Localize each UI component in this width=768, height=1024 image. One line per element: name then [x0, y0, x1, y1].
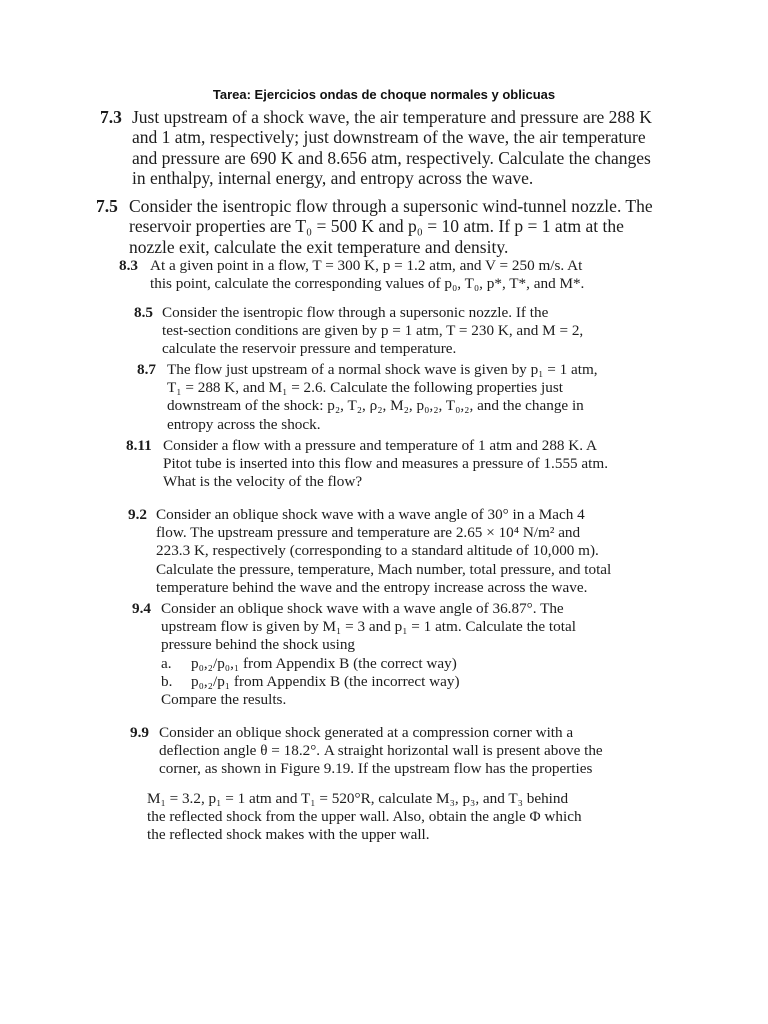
problem-line: Calculate the pressure, temperature, Mach number, total pressure, and total: [156, 560, 612, 578]
problem-number: 8.3: [119, 257, 138, 274]
problem-text: [129, 196, 653, 257]
problem-line: Consider a flow with a pressure and temperature of 1 atm and 288 K. A: [163, 437, 597, 454]
problem-line: Consider the isentropic flow through a supersonic nozzle. If the: [162, 304, 549, 321]
problem-number: 9.4: [132, 600, 151, 617]
problem-line: deflection angle θ = 18.2°. A straight horizontal wall is present above the: [159, 742, 603, 760]
problem-line: in enthalpy, internal energy, and entropy across the wave.: [132, 167, 534, 188]
problem-line: What is the velocity of the flow?: [163, 473, 363, 491]
problem-number: 7.5: [96, 196, 118, 216]
option-text: p₀,₂/p₁ from Appendix B (the incorrect way): [191, 672, 460, 690]
problem-text: [147, 790, 582, 845]
problem-line: Consider the isentropic flow through a supersonic wind-tunnel nozzle. The: [129, 196, 653, 216]
problem-line: Consider an oblique shock generated at a compression corner with a: [159, 724, 574, 741]
problem-line: upstream flow is given by M₁ = 3 and p₁ = 1 atm. Calculate the total: [161, 618, 576, 636]
problem-text: [167, 361, 598, 434]
problem-number: 9.2: [128, 506, 147, 523]
problem-text: [159, 724, 603, 779]
problem-line: M₁ = 3.2, p₁ = 1 atm and T₁ = 520°R, calculate M₃, p₃, and T₃ behind: [147, 790, 569, 807]
option-marker: a.: [161, 654, 172, 672]
problem-text: [150, 257, 584, 293]
problem-line: test-section conditions are given by p = 1 atm, T = 230 K, and M = 2,: [162, 322, 584, 340]
problem-number: 7.3: [100, 107, 122, 127]
problem-line: T₁ = 288 K, and M₁ = 2.6. Calculate the following properties just: [167, 379, 563, 397]
problem-option-a: [161, 655, 576, 673]
problem-number: 8.11: [126, 437, 152, 454]
problem-line: and pressure are 690 K and 8.656 atm, respectively. Calculate the changes: [132, 147, 651, 168]
problem-line: nozzle exit, calculate the exit temperature and density.: [129, 236, 509, 257]
problem-line: Consider an oblique shock wave with a wave angle of 36.87°. The: [161, 600, 564, 617]
problem-line: temperature behind the wave and the entropy increase across the wave.: [156, 578, 588, 596]
problem-line: Pitot tube is inserted into this flow and measures a pressure of 1.555 atm.: [163, 455, 608, 473]
option-marker: b.: [161, 672, 173, 690]
problem-text: [162, 304, 583, 359]
problem-line: The flow just upstream of a normal shock wave is given by p₁ = 1 atm,: [167, 361, 598, 378]
problem-text: [163, 437, 608, 492]
problem-number: 8.5: [134, 304, 153, 321]
problem-number: 9.9: [130, 724, 149, 741]
problem-line: Consider an oblique shock wave with a wave angle of 30° in a Mach 4: [156, 506, 585, 523]
problem-line: entropy across the shock.: [167, 415, 321, 433]
problem-text: [161, 600, 576, 709]
document-title: Tarea: Ejercicios ondas de choque normales y oblicuas: [212, 87, 556, 102]
problem-line: At a given point in a flow, T = 300 K, p = 1.2 atm, and V = 250 m/s. At: [150, 257, 583, 274]
problem-line: 223.3 K, respectively (corresponding to a standard altitude of 10,000 m).: [156, 542, 599, 560]
problem-line: and 1 atm, respectively; just downstream of the wave, the air temperature: [132, 127, 646, 148]
problem-line: this point, calculate the corresponding values of p₀, T₀, p*, T*, and M*.: [150, 275, 585, 293]
problem-line: reservoir properties are T₀ = 500 K and p₀ = 10 atm. If p = 1 atm at the: [129, 216, 624, 237]
problem-line: Just upstream of a shock wave, the air temperature and pressure are 288 K: [132, 107, 652, 127]
problem-line: calculate the reservoir pressure and temperature.: [162, 340, 457, 358]
problem-line: downstream of the shock: p₂, T₂, ρ₂, M₂, p₀,₂, T₀,₂, and the change in: [167, 397, 584, 415]
problem-line: the reflected shock makes with the upper wall.: [147, 826, 430, 844]
option-text: p₀,₂/p₀,₁ from Appendix B (the correct way): [191, 654, 457, 672]
problem-text: [132, 107, 652, 188]
problem-number: 8.7: [137, 361, 156, 378]
problem-line: pressure behind the shock using: [161, 636, 356, 654]
problem-text: [156, 506, 611, 597]
problem-line: corner, as shown in Figure 9.19. If the upstream flow has the properties: [159, 760, 593, 778]
problem-line: flow. The upstream pressure and temperature are 2.65 × 10⁴ N/m² and: [156, 524, 581, 542]
problem-option-b: [161, 673, 576, 691]
problem-closing: Compare the results.: [161, 691, 287, 709]
problem-line: the reflected shock from the upper wall. Also, obtain the angle Φ which: [147, 808, 582, 826]
